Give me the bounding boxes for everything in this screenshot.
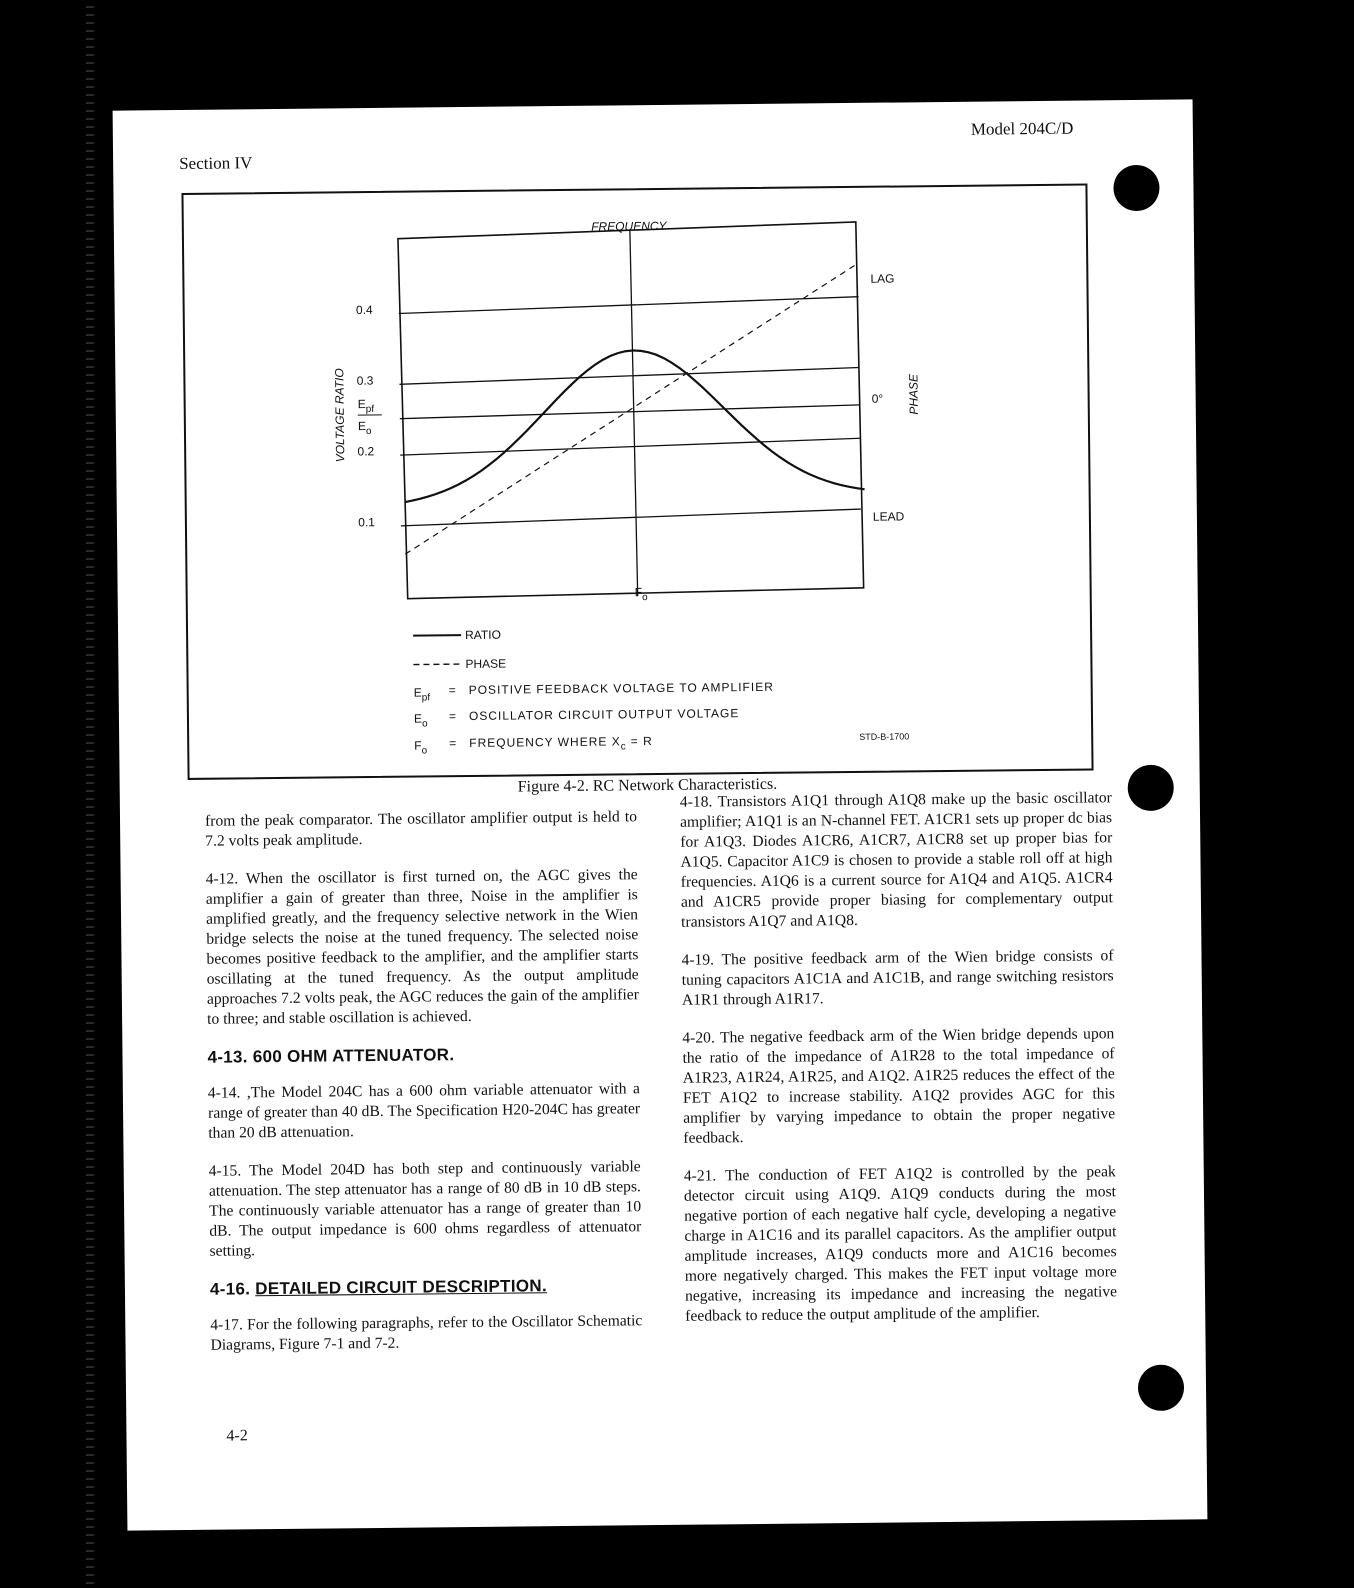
rc-network-chart <box>183 186 1091 778</box>
y-tick-label: 0.3 <box>356 373 374 388</box>
phase-zero-line <box>400 405 860 419</box>
y-tick-labels <box>356 303 375 530</box>
legend-solid-line <box>413 635 461 636</box>
y-tick-label: 0.2 <box>357 444 375 459</box>
paragraph: 4-12. When the oscillator is first turned on, the AGC gives the amplifier a gain of greater than three, Noise in the amplifier is amplified greatly, and the frequency selective network in the Wien bridge selects the noise at the tuned frequency. The selected noise becomes positive feedback to the amplifier, and the amplifier starts oscillating at the tuned frequency. As the output amplitude approaches 7.2 volts peak, the AGC reduces the gain of the amplifier to three; and stable oscillation is achieved. <box>205 866 639 1028</box>
definition-fo <box>414 734 653 756</box>
paragraph: 4-14. ,The Model 204C has a 600 ohm variable attenuator with a range of greater than 40 dB. The Specification H20-204C has greater than 20 dB attenuation. <box>207 1080 641 1142</box>
plot-area <box>398 222 866 599</box>
paragraph: 4-18. Transistors A1Q1 through A1Q8 make up the basic oscillator amplifier; A1Q1 is an N-channel FET. A1CR1 sets up proper dc bias for A1Q3. Diodes A1CR6, A1CR7, A1CR8 set up proper bias for A1Q5. Capacitor A1C9 is chosen to provide a stable roll off at high frequencies. A1Q6 is a current source for A1Q4 and A1Q5. A1CR4 and A1CR5 provide proper biasing for complementary output transistors A1Q7 and A1Q8. <box>679 789 1113 931</box>
y-axis-label: VOLTAGE RATIO <box>332 368 348 463</box>
section-heading: 4-13. 600 OHM ATTENUATOR. <box>207 1045 455 1067</box>
legend-ratio-label: RATIO <box>465 627 501 643</box>
right-axis-label: PHASE <box>906 373 921 415</box>
svg-text:Eo: $E_o$ <box>413 711 428 730</box>
svg-text:Fo: $F_o$ <box>414 738 428 757</box>
binder-hole-bottom <box>1138 1365 1184 1411</box>
section-label: Section IV <box>179 153 253 173</box>
document-page <box>113 99 1208 1530</box>
paragraph: 4-17. For the following paragraphs, refer to the Oscillator Schematic Diagrams, Figure 7-1 and 7-2. <box>210 1312 643 1354</box>
page-number: 4-2 <box>226 1427 248 1445</box>
left-column <box>205 807 643 1373</box>
y-fraction-numerator: $E_{pf}$ <box>357 397 375 416</box>
paragraph: 4-20. The negative feedback arm of the Wien bridge depends upon the ratio of the impedance of A1R28 to the total impedance of A1R23, A1R24, A1R25, and A1Q2. A1R25 reduces the effect of the FET A1Q2 to increase stability. A1Q2 provides AGC for this amplifier by varying impedance to obtain the proper negative feedback. <box>682 1025 1116 1147</box>
legend-dashed-line <box>413 664 461 665</box>
grid-line <box>399 367 859 384</box>
scan-edge <box>86 0 94 1588</box>
x-center-label: $F_o$ <box>634 585 648 604</box>
paragraph: 4-15. The Model 204D has both step and continuously variable attenuation. The step attenuator has a range of 80 dB in 10 dB steps. The continuously variable attenuator has a range of greater than 10 dB. The output impedance is 600 ohms regardless of attenuator setting. <box>208 1158 642 1260</box>
svg-text:=: = <box>449 736 457 751</box>
definition-epf <box>414 680 774 704</box>
svg-text:=: = <box>448 683 456 698</box>
svg-text:POSITIVE FEEDBACK VOLTAGE TO A: POSITIVE FEEDBACK VOLTAGE TO AMPLIFIER <box>468 679 774 697</box>
figure-code: STD-B-1700 <box>859 731 910 742</box>
binder-hole-middle <box>1128 765 1174 811</box>
svg-text:=: = <box>448 709 457 724</box>
paragraph: 4-19. The positive feedback arm of the Wien bridge consists of tuning capacitors A1C1A and A1C1B, and range switching resistors A1R1 through A1R17. <box>681 947 1114 1009</box>
figure-caption: Figure 4-2. RC Network Characteristics. <box>517 775 778 796</box>
grid-line <box>400 438 860 455</box>
svg-text:OSCILLATOR CIRCUIT OUTPUT VOLT: OSCILLATOR CIRCUIT OUTPUT VOLTAGE <box>468 706 740 723</box>
frequency-title: FREQUENCY <box>591 218 667 234</box>
grid-line <box>401 509 861 526</box>
svg-text:FREQUENCY WHERE Xc= R: FREQUENCY WHERE $X_c = R$ <box>469 734 653 753</box>
y-fraction-denominator: $E_o$ <box>357 419 372 438</box>
phase-tick-lead: LEAD <box>872 509 905 524</box>
center-frequency-line <box>630 230 638 596</box>
section-heading <box>210 1275 642 1300</box>
grid-line <box>399 297 859 314</box>
heading-number: 4-16. <box>209 1279 251 1299</box>
y-tick-label: 0.4 <box>355 302 373 317</box>
phase-tick-lag: LAG <box>870 271 895 286</box>
model-label: Model 204C/D <box>970 118 1074 139</box>
definition-eo <box>414 706 740 729</box>
binder-hole-top <box>1113 165 1159 211</box>
right-column <box>680 788 1118 1344</box>
phase-tick-zero: 0° <box>871 391 884 406</box>
paragraph: from the peak comparator. The oscillator amplifier output is held to 7.2 volts peak amplitude. <box>204 808 638 850</box>
phase-series-line <box>402 264 859 554</box>
heading-title: DETAILED CIRCUIT DESCRIPTION. <box>255 1276 548 1299</box>
figure-frame <box>181 183 1093 779</box>
svg-text:Epf: $E_{pf}$ <box>413 685 431 704</box>
paragraph: 4-21. The conduction of FET A1Q2 is controlled by the peak detector circuit using A1Q9. A1Q9 conducts during the most negative portion of each negative half cycle, developing a negative charge in A1C16 and its parallel capacitors. As the amplifier output amplitude increases, A1Q9 conducts more and A1C16 becomes more negatively charged. This makes the FET input voltage more negative, increasing its impedance and increasing the negative feedback to reduce the output amplitude of the amplifier. <box>683 1163 1118 1325</box>
y-tick-label: 0.1 <box>358 515 375 530</box>
legend-phase-label: PHASE <box>465 656 507 672</box>
